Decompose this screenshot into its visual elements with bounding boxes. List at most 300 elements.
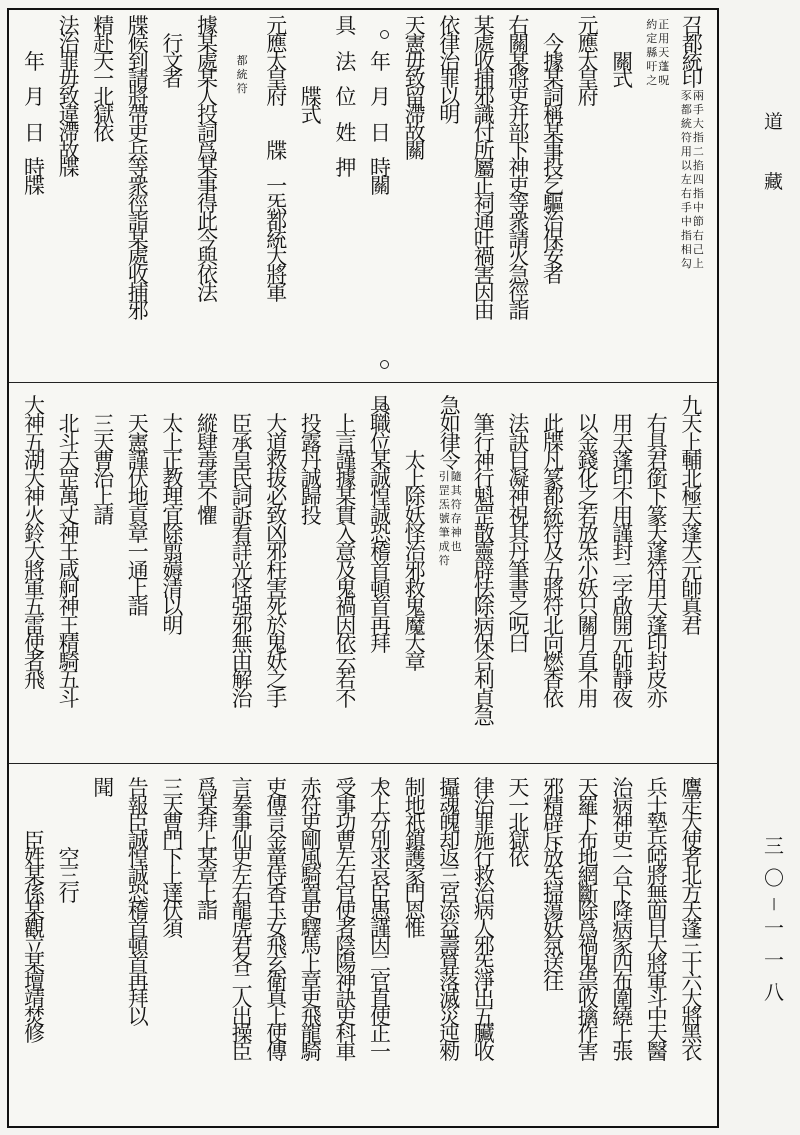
main-char: 歸	[300, 485, 322, 510]
main-char: 神	[58, 595, 80, 620]
main-char: 夜	[612, 686, 634, 711]
main-char: 某	[127, 227, 149, 252]
main-char: 神	[24, 485, 45, 510]
text-column	[334, 14, 357, 181]
main-char: 收	[473, 49, 495, 74]
main-char: 騎	[300, 1039, 322, 1064]
main-char: 者	[162, 67, 184, 92]
main-char: 丹	[300, 448, 322, 473]
main-char: 得	[197, 191, 218, 216]
main-char: 以	[439, 85, 461, 110]
main-char: 上	[335, 412, 357, 437]
main-char: 請	[127, 67, 149, 92]
main-char: 篆	[646, 503, 668, 528]
main-char: 詞	[231, 485, 253, 510]
text-column	[577, 776, 600, 1064]
main-char: 天	[681, 412, 703, 437]
main-char: 病	[612, 916, 634, 941]
main-char: 北	[58, 412, 80, 437]
main-char: 封	[612, 540, 634, 565]
main-char: 者	[24, 650, 45, 675]
text-column	[680, 14, 704, 271]
note-subcolumn	[646, 18, 658, 88]
main-char: 詳	[231, 540, 253, 565]
main-char: 候	[127, 31, 149, 56]
main-char: 上	[197, 828, 218, 853]
main-char: 飛	[266, 934, 288, 959]
main-char: 都	[681, 31, 703, 56]
main-char: 分	[370, 811, 391, 836]
main-char: 正	[370, 1022, 391, 1047]
main-char: 神	[612, 811, 634, 836]
main-char: 往	[543, 969, 564, 994]
main-char: 蓬	[681, 522, 703, 547]
main-char: 統	[543, 503, 564, 528]
main-char: 降	[612, 899, 634, 924]
main-char: 除	[404, 485, 426, 510]
main-char: 某	[24, 863, 45, 888]
main-char: 稱	[543, 102, 564, 127]
main-char: 薅	[162, 558, 184, 583]
main-char: 驅	[543, 191, 564, 216]
main-char: 上	[266, 1004, 288, 1029]
text-column	[231, 776, 254, 1064]
main-char: 上	[162, 863, 184, 888]
main-char: 治	[439, 49, 461, 74]
main-char: 一	[612, 846, 634, 871]
main-char: 大	[404, 631, 426, 656]
main-char: 北	[681, 863, 703, 888]
main-char: 臣	[231, 412, 253, 437]
main-char: 君	[681, 613, 703, 638]
main-char: 鬼	[266, 631, 288, 656]
main-char: 光	[231, 558, 253, 583]
main-char: 金	[266, 828, 288, 853]
main-char: 怪	[231, 576, 253, 601]
main-char: 恩	[404, 899, 426, 924]
main-char: 北	[508, 811, 530, 836]
main-char: 邪	[543, 776, 564, 800]
main-char: 神	[473, 448, 495, 473]
main-char: 病	[612, 793, 634, 818]
note-char: 筆	[438, 526, 450, 540]
note-char: 炁	[438, 498, 450, 512]
main-char: 拜	[370, 631, 391, 656]
main-char: 飛	[24, 668, 45, 693]
main-char: 送	[543, 951, 564, 976]
main-char: 爲	[197, 776, 218, 800]
note-char: 節	[692, 215, 704, 229]
main-char: 五	[24, 595, 45, 620]
main-char: 關	[370, 174, 391, 199]
main-char: 天	[681, 503, 703, 528]
main-char: 妖	[577, 576, 599, 601]
main-char: 方	[681, 881, 703, 906]
main-char: 治	[473, 881, 495, 906]
main-char: 神	[508, 485, 530, 510]
main-char: 禍	[335, 595, 357, 620]
main-char: 請	[508, 227, 530, 252]
main-char: 直	[577, 650, 599, 675]
main-char: 五	[473, 1004, 495, 1029]
text-column	[577, 14, 600, 110]
main-char: 衣	[681, 1039, 703, 1064]
note-char: 符	[450, 498, 462, 512]
main-char: 三	[439, 863, 461, 888]
main-char: 啞	[646, 846, 668, 871]
main-char: 看	[231, 522, 253, 547]
note-subcolumn	[658, 18, 670, 88]
main-char: 天	[404, 14, 426, 38]
main-char: 衆	[127, 174, 149, 199]
main-char: 怯	[473, 576, 495, 601]
main-char: 布	[612, 969, 634, 994]
main-char: 牒	[24, 174, 45, 199]
main-char: 告	[127, 776, 149, 800]
main-char: 行	[58, 881, 80, 906]
main-char: 詞	[543, 85, 564, 110]
main-char: 輔	[681, 448, 703, 473]
main-char: 如	[439, 412, 461, 437]
main-char: 吏	[508, 174, 530, 199]
main-char: 依	[197, 263, 218, 288]
main-char: 吐	[473, 227, 495, 252]
main-char: 二	[612, 558, 634, 583]
main-char: 左	[231, 863, 253, 888]
main-char: 蓬	[612, 448, 634, 473]
main-char: 鬼	[335, 576, 357, 601]
main-char: 五	[543, 558, 564, 583]
main-char: 再	[370, 613, 391, 638]
main-char: 謹	[335, 448, 357, 473]
note-char: 都	[680, 103, 692, 117]
main-char: 今	[197, 227, 218, 252]
main-char: 官	[335, 881, 357, 906]
main-char: 王	[58, 540, 80, 565]
note-char: 統	[680, 117, 692, 131]
main-char: 大	[24, 467, 45, 492]
main-char: 只	[577, 595, 599, 620]
main-char: 天	[93, 49, 115, 74]
main-char: 鬼	[577, 951, 599, 976]
main-char: 首	[127, 951, 149, 976]
text-column	[577, 397, 600, 711]
main-char: 首	[370, 558, 391, 583]
main-char: 太	[577, 49, 599, 74]
main-char: 布	[577, 828, 599, 853]
text-column	[611, 18, 634, 92]
main-char: 下	[646, 485, 668, 510]
text-column	[300, 776, 323, 1064]
main-char: 目	[646, 916, 668, 941]
main-char: 律	[439, 430, 461, 455]
main-char: 化	[577, 467, 599, 492]
main-char: 之	[508, 595, 530, 620]
main-char: 祇	[404, 811, 426, 836]
main-char: 天	[646, 522, 668, 547]
main-char: 別	[370, 828, 391, 853]
main-char: 大	[681, 811, 703, 836]
main-char: 其	[508, 522, 530, 547]
main-char: 一	[508, 793, 530, 818]
main-char: 云	[335, 650, 357, 675]
main-char: 某	[508, 49, 530, 74]
main-char: 算	[439, 951, 461, 976]
main-char: 罪	[439, 67, 461, 92]
main-char: 印	[646, 631, 668, 656]
text-column	[127, 776, 150, 1029]
main-char: 地	[127, 485, 149, 510]
main-char: 露	[300, 430, 322, 455]
main-char: 剛	[300, 828, 322, 853]
main-char: 目	[508, 448, 530, 473]
main-char: 無	[646, 881, 668, 906]
main-char: 吏	[300, 899, 322, 924]
text-column	[507, 14, 530, 323]
main-char: 一	[127, 540, 149, 565]
note-char: 用	[658, 32, 670, 45]
main-char: 啟	[612, 595, 634, 620]
main-char: 神	[58, 522, 80, 547]
main-char: 事	[335, 793, 357, 818]
main-char: 滯	[404, 102, 426, 127]
main-char: 惶	[127, 846, 149, 871]
main-char: 用	[577, 686, 599, 711]
note-char: 兩	[692, 89, 704, 103]
main-char: 真	[681, 595, 703, 620]
main-char: 傳	[266, 1039, 288, 1064]
main-char: 承	[231, 430, 253, 455]
main-char: 謹	[370, 916, 391, 941]
main-char: 修	[24, 1022, 45, 1047]
main-char: 牒	[58, 156, 80, 181]
main-char: 上	[162, 430, 184, 455]
main-char: 魂	[439, 793, 461, 818]
main-char: 上	[370, 793, 391, 818]
main-char: 魄	[439, 811, 461, 836]
main-char: 識	[473, 102, 495, 127]
main-char: 大	[24, 394, 45, 418]
main-char: 治	[473, 793, 495, 818]
main-char: 火	[508, 245, 530, 270]
margin-char: |	[771, 896, 777, 910]
text-column	[680, 776, 703, 1064]
interlinear-note	[236, 54, 248, 96]
main-char: 靖	[24, 987, 45, 1012]
note-char: 都	[236, 53, 248, 67]
main-char: 拜	[127, 987, 149, 1012]
main-char: 通	[473, 209, 495, 234]
main-char: 惟	[404, 916, 426, 941]
main-char: 正	[162, 448, 184, 473]
main-char: 將	[127, 85, 149, 110]
main-char: 通	[127, 558, 149, 583]
main-char: 式	[300, 102, 322, 127]
main-char: 邪	[473, 85, 495, 110]
main-char: 向	[543, 631, 564, 656]
text-column	[23, 780, 46, 1047]
main-char: 法	[335, 49, 357, 74]
main-char: 滅	[439, 987, 461, 1012]
main-char: 獄	[93, 102, 115, 127]
main-char: 某	[24, 951, 45, 976]
main-char: 獄	[508, 828, 530, 853]
main-char: 滯	[58, 120, 80, 145]
margin-char: 〇	[764, 866, 784, 890]
main-char: 再	[127, 969, 149, 994]
main-char: 迍	[439, 1022, 461, 1047]
main-char: 吏	[266, 776, 288, 800]
main-char: 天	[612, 430, 634, 455]
main-char: 凡	[543, 448, 564, 473]
note-char: 之	[646, 74, 658, 87]
main-char: 下	[162, 846, 184, 871]
main-char: 兵	[646, 776, 668, 800]
note-char: 罡	[438, 484, 450, 498]
main-char: 右	[335, 863, 357, 888]
main-char: 錢	[577, 448, 599, 473]
main-char: 靈	[473, 540, 495, 565]
main-char: 吏	[508, 85, 530, 110]
main-char: 北	[543, 613, 564, 638]
main-char: 使	[370, 1004, 391, 1029]
text-column	[231, 18, 254, 96]
main-char: 魔	[404, 613, 426, 638]
main-char: 醫	[646, 1039, 668, 1064]
main-char: 驛	[300, 916, 322, 941]
main-char: 大	[681, 987, 703, 1012]
main-char: 某	[543, 67, 564, 92]
punctuation-circle	[380, 360, 389, 369]
main-char: 明	[439, 102, 461, 127]
main-char: 一	[370, 1039, 391, 1064]
main-char: 門	[404, 881, 426, 906]
main-char: 炁	[266, 191, 288, 216]
main-char: 行	[473, 846, 495, 871]
main-char: 炁	[577, 540, 599, 565]
main-char: 之	[266, 668, 288, 693]
main-char: 軍	[646, 969, 668, 994]
main-char: 因	[335, 613, 357, 638]
note-char: 定	[646, 32, 658, 45]
main-char: 入	[335, 522, 357, 547]
main-char: 拜	[197, 811, 218, 836]
main-char: 式	[612, 67, 634, 92]
punctuation-circle	[380, 780, 389, 789]
main-char: 擒	[577, 1004, 599, 1029]
main-char: 童	[266, 846, 288, 871]
main-char: 用	[612, 503, 634, 528]
text-column	[334, 776, 357, 1064]
main-char: 蓬	[646, 540, 668, 565]
main-char: 人	[197, 85, 218, 110]
main-char: 金	[577, 430, 599, 455]
main-char: 貞	[473, 686, 495, 711]
main-char: 清	[162, 576, 184, 601]
main-char: 中	[646, 1004, 668, 1029]
main-char: 違	[58, 102, 80, 127]
main-char: 恐	[370, 522, 391, 547]
main-char: 係	[24, 881, 45, 906]
text-column	[473, 14, 496, 323]
main-char: 不	[612, 485, 634, 510]
main-char: 小	[577, 558, 599, 583]
main-char: 稽	[127, 899, 149, 924]
main-char: 毒	[197, 448, 218, 473]
main-char: 誠	[127, 863, 149, 888]
note-char: 也	[450, 540, 462, 554]
main-char: 統	[266, 227, 288, 252]
main-char: 急	[508, 263, 530, 288]
main-char: 首	[127, 916, 149, 941]
note-char: 隨	[450, 470, 462, 484]
main-char: 天	[681, 899, 703, 924]
main-char: 三	[58, 863, 80, 888]
text-column	[127, 14, 150, 323]
main-char: 精	[58, 631, 80, 656]
main-char: 所	[473, 138, 495, 163]
main-char: 惶	[370, 485, 391, 510]
main-char: 訴	[231, 503, 253, 528]
main-char: 科	[335, 1022, 357, 1047]
main-char: 王	[58, 613, 80, 638]
main-char: 辟	[543, 811, 564, 836]
main-char: 牒	[127, 14, 149, 38]
main-char: 行	[473, 430, 495, 455]
main-char: 達	[162, 881, 184, 906]
main-char: 元	[577, 14, 599, 38]
main-char: 斷	[577, 881, 599, 906]
text-column	[611, 776, 634, 1064]
note-char: 呪	[658, 74, 670, 87]
folio-number	[764, 830, 784, 1008]
main-char: 依	[508, 846, 530, 871]
main-char: 凝	[508, 467, 530, 492]
main-char: 事	[231, 811, 253, 836]
main-char: 使	[335, 899, 357, 924]
main-char: 使	[266, 1022, 288, 1047]
main-char: 上	[300, 951, 322, 976]
main-char: 四	[612, 951, 634, 976]
main-char: 用	[646, 576, 668, 601]
main-char: 具	[370, 394, 391, 418]
main-char: 理	[162, 485, 184, 510]
note-char: 四	[692, 173, 704, 187]
text-column	[680, 394, 703, 638]
main-char: 落	[439, 969, 461, 994]
main-char: 將	[681, 1004, 703, 1029]
main-char: 辟	[473, 558, 495, 583]
main-char: 大	[266, 412, 288, 437]
main-char: 筆	[473, 412, 495, 437]
main-char: 人	[473, 916, 495, 941]
main-char: 曹	[335, 828, 357, 853]
main-char: 符	[543, 522, 564, 547]
margin-char: 三	[764, 834, 784, 858]
interlinear-note	[646, 18, 670, 88]
main-char: 兵	[646, 828, 668, 853]
main-char: 由	[473, 298, 495, 323]
note-char: 手	[680, 201, 692, 215]
text-column	[92, 776, 115, 800]
main-char: 門	[162, 828, 184, 853]
main-char: 神	[24, 412, 45, 437]
main-char: 投	[300, 503, 322, 528]
main-char: 元	[681, 558, 703, 583]
main-char: 者	[543, 263, 564, 288]
note-char: 以	[680, 159, 692, 173]
main-char: 此	[197, 209, 218, 234]
